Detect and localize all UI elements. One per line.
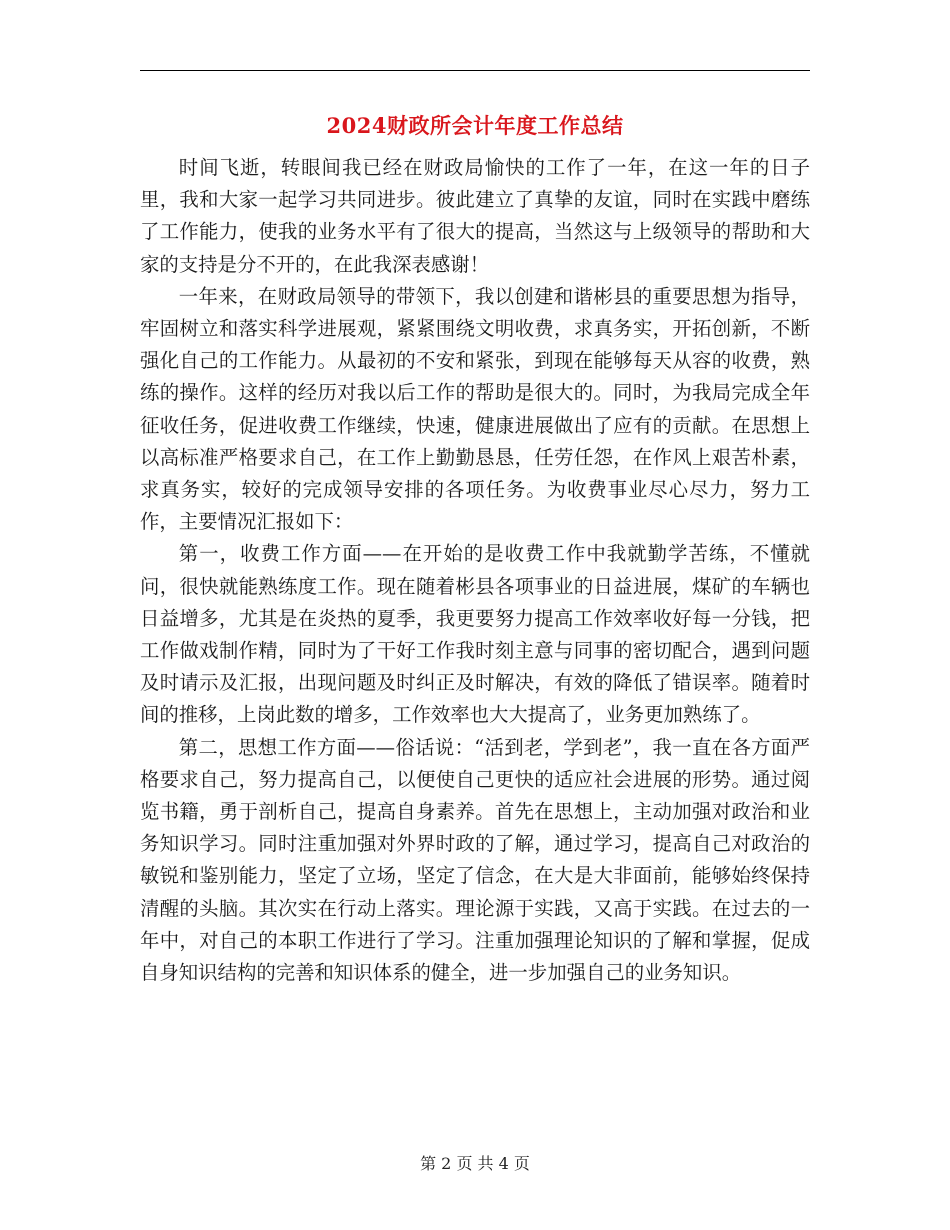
paragraph-2: 一年来，在财政局领导的带领下，我以创建和谐彬县的重要思想为指导，牢固树立和落实科学进展观，紧紧围绕文明收费，求真务实，开拓创新，不断强化自己的工作能力。从最初的不安和紧张，到现在能够每天从容的收费，熟练的操作。这样的经历对我以后工作的帮助是很大的。同时，为我局完成全年征收任务，促进收费工作继续，快速，健康进展做出了应有的贡献。在思想上以高标准严格要求自己，在工作上勤勤恳恳，任劳任怨，在作风上艰苦朴素，求真务实，较好的完成领导安排的各项任务。为收费事业尽心尽力，努力工作，主要情况汇报如下：	[140, 284, 810, 534]
document-title: 2024财政所会计年度工作总结	[326, 113, 624, 138]
page-footer: 第 2 页 共 4 页	[420, 1154, 530, 1173]
header-rule	[140, 70, 810, 71]
paragraph-4: 第二，思想工作方面——俗话说：“活到老，学到老”，我一直在各方面严格要求自己，努力提高自己，以便使自己更快的适应社会进展的形势。通过阅览书籍，勇于剖析自己，提高自身素养。首先在思想上，主动加强对政治和业务知识学习。同时注重加强对外界时政的了解，通过学习，提高自己对政治的敏锐和鉴别能力，坚定了立场，坚定了信念，在大是大非面前，能够始终保持清醒的头脑。其次实在行动上落实。理论源于实践，又高于实践。在过去的一年中，对自己的本职工作进行了学习。注重加强理论知识的了解和掌握，促成自身知识结构的完善和知识体系的健全，进一步加强自己的业务知识。	[140, 735, 810, 985]
paragraph-3: 第一，收费工作方面——在开始的是收费工作中我就勤学苦练，不懂就问，很快就能熟练度工作。现在随着彬县各项事业的日益进展，煤矿的车辆也日益增多，尤其是在炎热的夏季，我更要努力提高工作效率收好每一分钱，把工作做戏制作精，同时为了干好工作我时刻主意与同事的密切配合，遇到问题及时请示及汇报，出现问题及时纠正及时解决，有效的降低了错误率。随着时间的推移，上岗此数的增多，工作效率也大大提高了，业务更加熟练了。	[140, 542, 810, 727]
paragraph-1: 时间飞逝，转眼间我已经在财政局愉快的工作了一年，在这一年的日子里，我和大家一起学习共同进步。彼此建立了真挚的友谊，同时在实践中磨练了工作能力，使我的业务水平有了很大的提高，当然这与上级领导的帮助和大家的支持是分不开的，在此我深表感谢！	[140, 156, 810, 276]
document-body	[140, 152, 810, 989]
